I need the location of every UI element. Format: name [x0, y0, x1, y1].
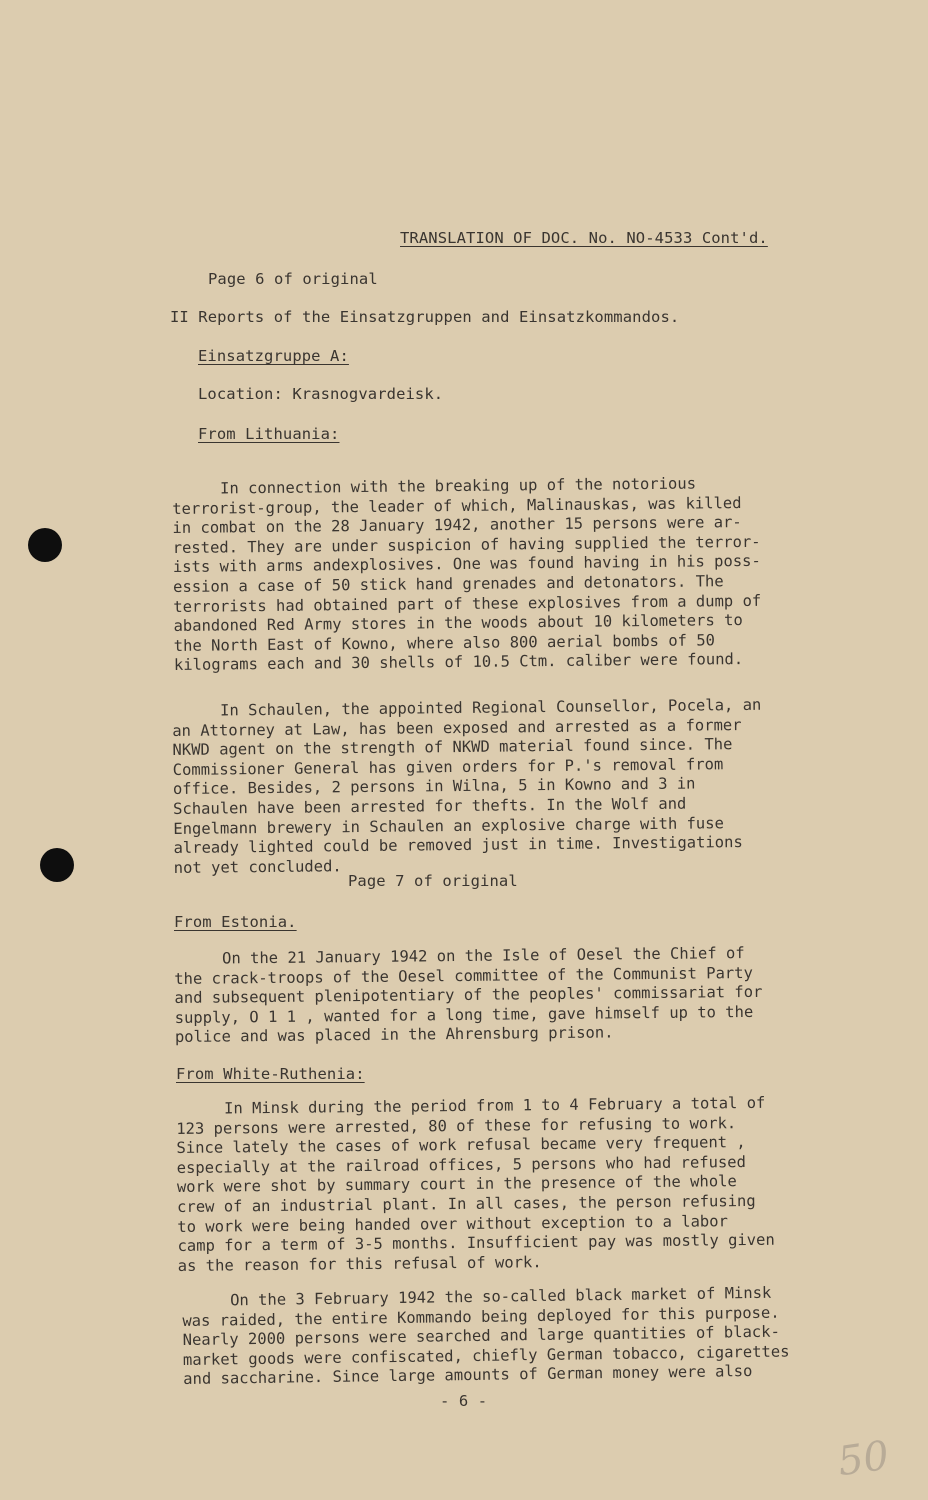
- paragraph-line: work were shot by summary court in the presence of the whole: [176, 1172, 737, 1197]
- paragraph-line: already lighted could be removed just in time. Investigations: [173, 833, 743, 858]
- paragraph-line: Schaulen have been arrested for thefts. In the Wolf and: [173, 794, 687, 818]
- group-heading: Einsatzgruppe A:: [198, 347, 349, 365]
- paragraph-line: In Minsk during the period from 1 to 4 February a total of: [223, 1093, 766, 1118]
- paragraph-3: [174, 944, 763, 1048]
- paragraph-line: camp for a term of 3-5 months. Insufficient pay was mostly given: [177, 1230, 775, 1256]
- page-ref-top: Page 6 of original: [208, 270, 378, 288]
- paragraph-2: [172, 696, 763, 879]
- paragraph-line: NKWD agent on the strength of NKWD material found since. The: [172, 735, 733, 760]
- section-title: II Reports of the Einsatzgruppen and Einsatzkommandos.: [170, 308, 680, 326]
- paragraph-line: ists with arms andexplosives. One was found having in his poss-: [172, 552, 761, 577]
- pencil-annotation: 50: [835, 1432, 892, 1486]
- paragraph-line: Engelmann brewery in Schaulen an explosive charge with fuse: [173, 813, 724, 838]
- paragraph-line: On the 3 February 1942 the so-called black market of Minsk: [229, 1283, 772, 1310]
- punch-hole-bottom: [40, 848, 74, 882]
- paragraph-line: ession a case of 50 stick hand grenades and detonators. The: [173, 572, 724, 596]
- paragraph-line: In connection with the breaking up of the notorious: [219, 474, 697, 498]
- paragraph-line: especially at the railroad offices, 5 persons who had refused: [176, 1152, 747, 1177]
- paragraph-line: and subsequent plenipotentiary of the peoples' commissariat for: [174, 983, 763, 1008]
- document-header: TRANSLATION OF DOC. No. NO-4533 Cont'd.: [400, 229, 768, 247]
- paragraph-line: market goods were confiscated, chiefly German tobacco, cigarettes: [182, 1342, 790, 1369]
- paragraph-line: On the 21 January 1942 on the Isle of Oesel the Chief of: [221, 944, 745, 968]
- paragraph-line: 123 persons were arrested, 80 of these for refusing to work.: [176, 1113, 737, 1138]
- paragraph-5: [182, 1284, 790, 1390]
- paragraph-4: [176, 1094, 775, 1277]
- paragraph-line: as the reason for this refusal of work.: [177, 1252, 542, 1275]
- paragraph-line: Commissioner General has given orders for P.'s removal from: [172, 755, 724, 779]
- paragraph-line: kilograms each and 30 shells of 10.5 Ctm. caliber were found.: [173, 650, 744, 675]
- page-ref-mid: Page 7 of original: [348, 872, 518, 890]
- paragraph-line: Since lately the cases of work refusal became very frequent ,: [176, 1133, 746, 1158]
- paragraph-line: crew of an industrial plant. In all cases, the person refusing: [177, 1191, 756, 1216]
- ruthenia-heading: From White-Ruthenia:: [176, 1065, 365, 1083]
- paragraph-line: terrorists had obtained part of these explosives from a dump of: [173, 591, 762, 616]
- paragraph-line: abandoned Red Army stores in the woods about 10 kilometers to: [173, 611, 743, 636]
- paragraph-line: and saccharine. Since large amounts of German money were also: [183, 1362, 753, 1389]
- paragraph-line: to work were being handed over without exception to a labor: [177, 1211, 728, 1236]
- paragraph-line: was raided, the entire Kommando being deployed for this purpose.: [182, 1303, 780, 1330]
- paragraph-line: not yet concluded.: [173, 856, 342, 877]
- paragraph-line: office. Besides, 2 persons in Wilna, 5 in Kowno and 3 in: [172, 774, 696, 799]
- paragraph-line: the North East of Kowno, where also 800 aerial bombs of 50: [173, 631, 716, 655]
- location-line: Location: Krasnogvardeisk.: [198, 385, 444, 403]
- paragraph-line: Nearly 2000 persons were searched and large quantities of black-: [182, 1322, 780, 1350]
- punch-hole-top: [28, 528, 62, 562]
- paragraph-line: terrorist-group, the leader of which, Malinauskas, was killed: [172, 493, 742, 518]
- estonia-heading: From Estonia.: [174, 913, 297, 931]
- paragraph-line: in combat on the 28 January 1942, another 15 persons were ar-: [172, 513, 742, 538]
- paragraph-line: police and was placed in the Ahrensburg prison.: [174, 1023, 614, 1047]
- paragraph-line: rested. They are under suspicion of having supplied the terror-: [172, 532, 761, 557]
- page-number: - 6 -: [440, 1392, 488, 1410]
- paragraph-line: the crack-troops of the Oesel committee of the Communist Party: [174, 963, 753, 988]
- paragraph-line: In Schaulen, the appointed Regional Counsellor, Pocela, an: [219, 695, 762, 720]
- paragraph-1: [172, 474, 762, 676]
- paragraph-line: an Attorney at Law, has been exposed and arrested as a former: [172, 715, 742, 740]
- paragraph-line: supply, O 1 1 , wanted for a long time, gave himself up to the: [174, 1002, 754, 1027]
- lithuania-heading: From Lithuania:: [198, 425, 340, 443]
